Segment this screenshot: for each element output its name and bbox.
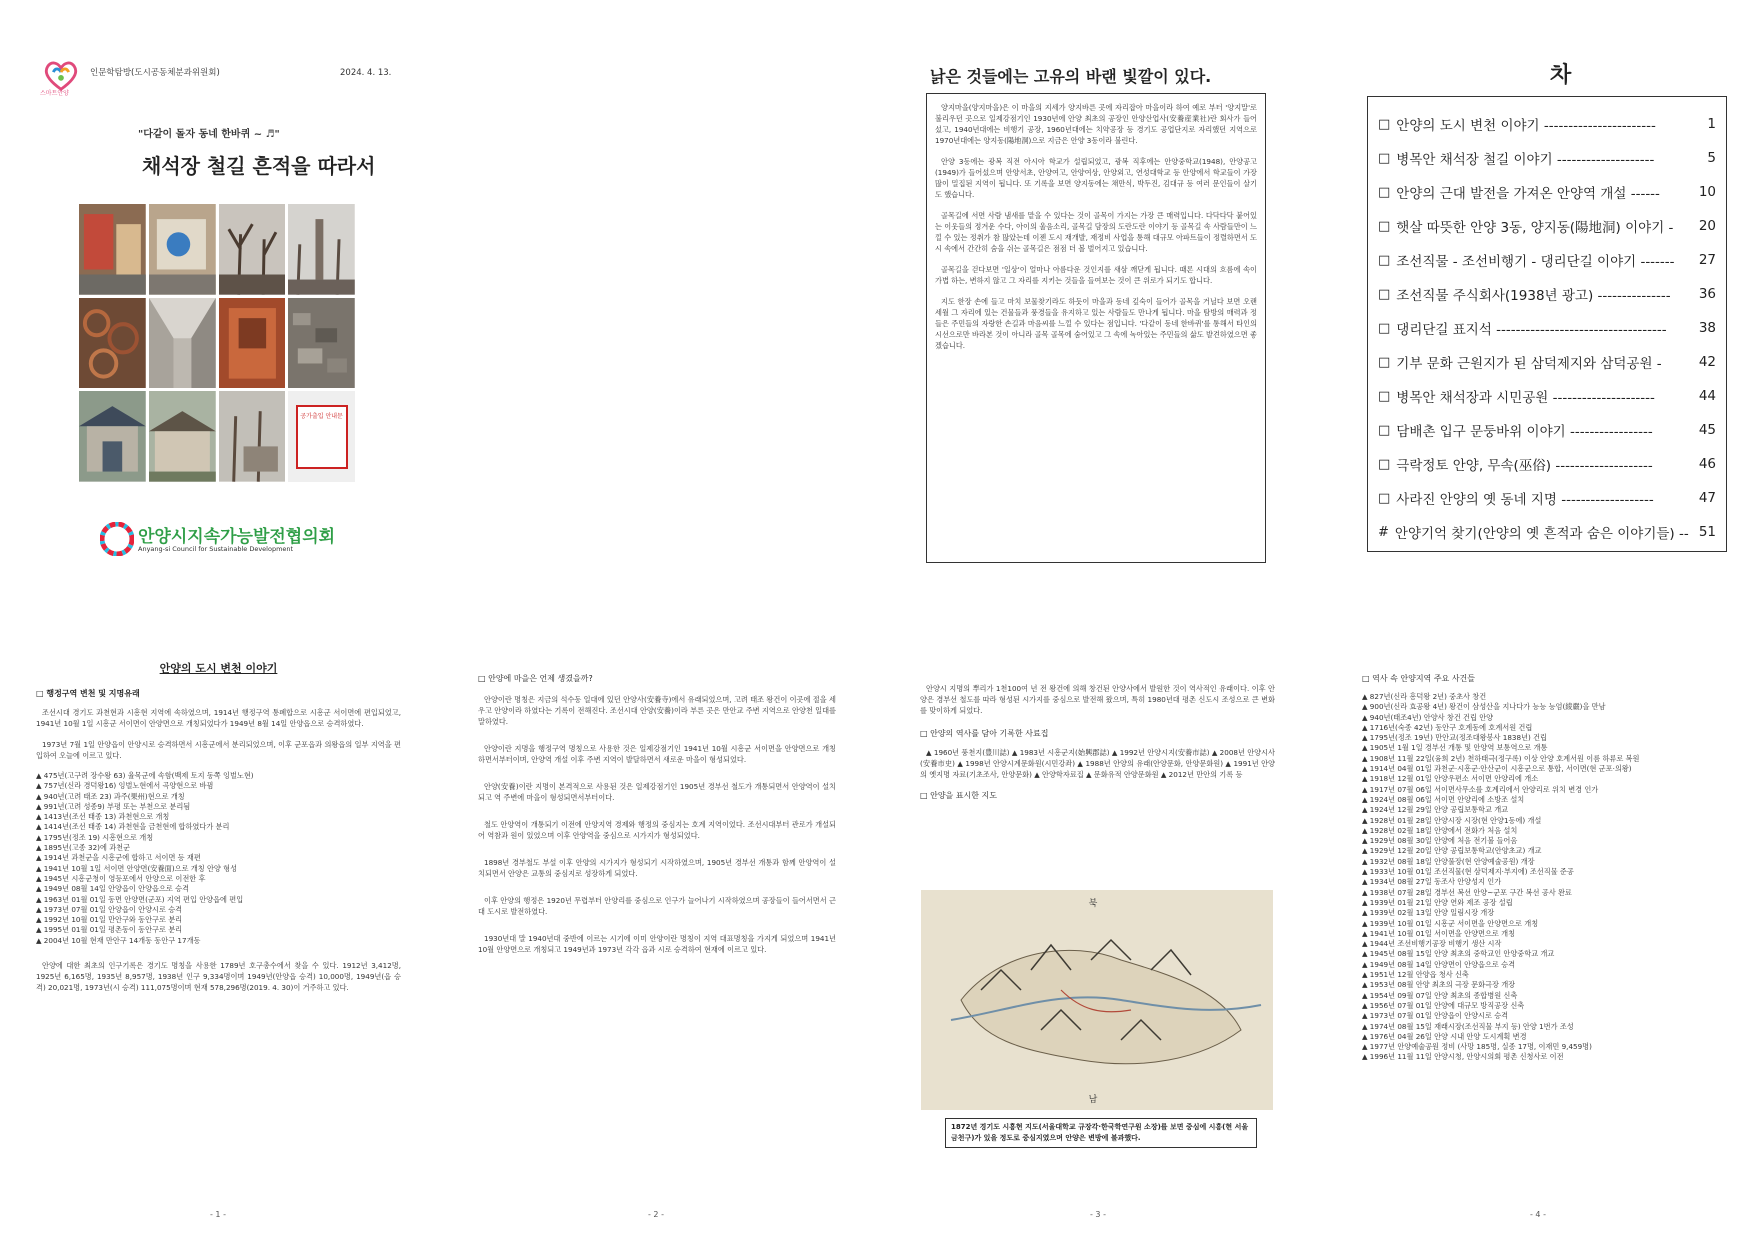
intro-paragraph: 골목길에 서면 사람 냄새를 맡을 수 있다는 것이 골목이 가지는 가장 큰 매력입니다. 다닥다닥 붙어있는 이웃들의 정겨운 수다, 아이의 울음소리, 골목길 담장의 도란도란 이야기 등 골목길 속 사람들만이 느낄 수 있는 정취가 참 많았는데 이젠 도시 재개발, 재정비 사업을 통해 대규모 아파트들이 정렬하면서 도시 속에서 간간히 숨을 쉬는 골목길은 점점 더 볼 벌어지고 있습니다.: [935, 211, 1257, 253]
list-item: ▲ 1414년(조선 태종 14) 과천현을 금천현에 합하였다가 분리: [36, 822, 230, 832]
body-paragraph: 1898년 경부철도 부설 이후 안양의 시가지가 형성되기 시작하였으며, 1905년 경부선 개통과 함께 안양역이 설치되면서 안양은 교통의 중심지로 성장하게 되었다.: [478, 858, 836, 878]
list-item: ▲ 1917년 07월 06일 서이면사무소를 호계리에서 안양리로 위치 변경 인가: [1362, 784, 1599, 794]
list-item: ▲ 1941년 10월 01일 서이면을 안양면으로 개칭: [1362, 928, 1516, 938]
photo-rust-wall: [219, 298, 286, 389]
list-item: ▲ 1949년 08월 14일 안양읍이 안양읍으로 승격: [36, 884, 190, 894]
page-number: - 1 -: [210, 1210, 226, 1219]
toc-item[interactable]: □ 담배촌 입구 문둥바위 이야기 ----------------- 45: [1378, 422, 1716, 440]
smart-anyang-heart-logo-icon: [42, 58, 80, 92]
cover-photo-collage: [79, 204, 355, 482]
photo-rusty-coils: [79, 298, 146, 389]
smart-anyang-logo-text: 스마트안양: [40, 90, 69, 97]
intro-paragraph: 양지마을(양지마을)은 이 마을의 지세가 양지바른 곳에 자리잡아 마을이라 하여 예로 부터 '양지말'로 불리우던 곳으로 일제강점기인 1930년에 안양 최초의 공장인 안양산업사(安養産業社)란 회사가 들어섰고, 1940년대에는 비행기 공장, 1960년대에는 치약공장 등 경기도 공업단지로 자리했던 지역으로 1970년대에는 양지동(陽地洞)으로 지금은 안양 3동이라 불린다.: [935, 103, 1257, 145]
map-south-label: 남: [1088, 1095, 1098, 1105]
photo-mural-building: [149, 204, 216, 295]
list-item: ▲ 1795년(정조 19) 시흥현으로 개칭: [36, 832, 154, 842]
list-item: ▲ 1995년 01월 01일 평촌동이 동안구로 분리: [36, 925, 183, 935]
intro-paragraph: 안양 3동에는 광복 직전 아시아 학교가 설립되었고, 광복 직후에는 안양중학교(1948), 안양공고(1949)가 들어섰으며 안양서초, 안양여고, 안양여상, 안양외고, 연성대학교 등 안양에서 학교들이 가장 많이 밀집된 지역이 됩니다. 또 기록을 보면 양지동에는 채만식, 박두진, 김대규 등 여러 문인들이 살기도 했습니다.: [935, 157, 1257, 199]
toc-item[interactable]: □ 조선직물 주식회사(1938년 광고) --------------- 36: [1378, 286, 1716, 304]
intro-box: [926, 93, 1266, 563]
body-paragraph: 안양이란 지명을 행정구역 명칭으로 사용한 것은 일제강점기인 1941년 10월 시흥군 서이면을 안양면으로 개칭하면서부터이며, 안양역 개설 이후 주변 지역이 발달하면서 새로운 마을이 형성되었다.: [478, 744, 836, 764]
body-paragraph: 안양(安養)이란 지명이 본격적으로 사용된 것은 일제강점기인 1905년 경부선 철도가 개통되면서 안양역이 설치되고 역 주변에 마을이 형성되면서부터이다.: [478, 782, 836, 802]
cover-subtitle: "다같이 돌자 동네 한바퀴 ~ ♬": [138, 129, 280, 140]
old-map-illustration: [921, 890, 1273, 1110]
section-title: 안양의 도시 변천 이야기: [159, 662, 278, 675]
section-subtitle: □ 안양에 마을은 언제 생겼을까?: [478, 674, 593, 683]
list-item: ▲ 1929년 08월 30일 안양에 처음 전기불 들어옴: [1362, 836, 1518, 846]
list-item: ▲ 1939년 02월 13일 안양 일림시장 개장: [1362, 908, 1495, 918]
list-item: ▲ 1963년 01월 01일 동면 안양면(군포) 지역 편입 안양읍에 편입: [36, 894, 244, 904]
map-caption-box: [945, 1118, 1257, 1148]
checkbox-icon: □: [1378, 490, 1391, 506]
photo-old-house-gate: [79, 391, 146, 482]
intro-paragraph: 골목길을 걷다보면 '일상'이 얼마나 아름다운 것인지를 새삼 깨닫게 됩니다. 때론 시대의 흐름에 속이 가볍 하는, 변하지 않고 그 자리를 지키는 것들을 들여보는 것이 큰 위로가 되기도 합니다.: [935, 265, 1257, 285]
toc-title: 차: [1550, 63, 1572, 88]
list-item: ▲ 827년(신라 흥덕왕 2년) 중초사 창건: [1362, 692, 1487, 701]
map-north-label: 북: [1088, 899, 1098, 909]
section-subtitle: □ 행정구역 변천 및 지명유래: [36, 689, 140, 698]
list-item: ▲ 1992년 10월 01일 만안구와 동안구로 분리: [36, 915, 183, 925]
list-item: ▲ 1929년 12월 20일 안양 공립보통학교(안양초교) 개교: [1362, 846, 1542, 856]
section-subtitle: □ 안양의 역사를 담아 기록한 사료집: [920, 729, 1049, 738]
list-item: ▲ 1932년 08월 18일 안양풀장(현 안양예술공원) 개장: [1362, 856, 1535, 866]
body-paragraph: 조선시대 경기도 과천현과 시흥현 지역에 속하였으며, 1914년 행정구역 통폐합으로 시흥군 서이면에 편입되었고, 1941년 10월 1일 시흥군 서이면이 안양면으로 개칭되었다가 1949년 8월 14일 안양읍으로 승격하였다.: [36, 708, 401, 728]
map-caption: 1872년 경기도 시흥현 지도(서울대학교 규장각·한국학연구원 소장)를 보면 중심에 시흥(현 서울 금천구)가 있을 정도로 중심지였으며 안양은 변방에 불과했다.: [951, 1123, 1249, 1142]
document-date: 2024. 4. 13.: [340, 68, 392, 78]
list-item: ▲ 1918년 12월 01일 안양우편소 서이면 안양리에 개소: [1362, 774, 1539, 784]
intro-paragraph: 지도 한장 손에 들고 마치 보물찾기라도 하듯이 마을과 동네 깊숙이 들어가 골목을 거닐다 보면 오랜 세월 그 자리에 있는 건물들과 풍경들을 유지하고 있는 사람들도 만나게 됩니다. 마을 탐방의 매력과 정들은 주민들의 자랑한 손길과 마음씨를 느낄 수 있다는 점입니다. '다같이 동네 한바퀴'를 통해서 타인의 시선으로만 바라본 것이 아니라 골목 골목에 숨어있고 그 속에 녹아있는 주민들의 삶도 발견하였으면 좋겠습니다.: [935, 297, 1257, 350]
photo-notice-sign: [288, 391, 355, 482]
checkbox-icon: □: [1378, 184, 1391, 200]
org-header: 인문학탐방(도시공동체분과위원회): [90, 68, 220, 78]
list-item: ▲ 1934년 08월 27일 동조사 안양성지 인가: [1362, 877, 1502, 887]
list-item: ▲ 1945년 시흥군청이 영등포에서 안양으로 이전한 후: [36, 873, 206, 883]
photo-mural-street: [79, 204, 146, 295]
list-item: ▲ 940년(태조4년) 안양사 창건 건립 안양: [1362, 712, 1494, 722]
body-paragraph: 안양시 지명의 뿌리가 1천100여 년 전 왕건에 의해 창건된 안양사에서 발원한 것이 역사적인 유래이다. 이후 안양은 경부선 철도를 따라 형성된 시가지를 중심으로 발전해 왔으며, 특히 1980년대 평촌 신도시 조성으로 큰 변화를 맞이하게 되었다.: [920, 684, 1275, 715]
list-item: ▲ 1996년 11월 11일 안양시청, 안양시의회 평촌 신청사로 이전: [1362, 1052, 1564, 1062]
council-name: 안양시지속가능발전협의회: [138, 527, 336, 547]
list-item: ▲ 1924년 12월 29일 안양 공립보통학교 개교: [1362, 805, 1509, 815]
toc-item[interactable]: □ 조선직물 - 조선비행기 - 댕리단길 이야기 ------- 27: [1378, 252, 1716, 270]
list-item: ▲ 1945년 08월 15일 안양 최초의 중학교인 안양중학교 개교: [1362, 949, 1555, 959]
list-item: ▲ 1938년 07월 28일 경부선 복선 안양~군포 구간 복선 공사 완료: [1362, 887, 1572, 897]
list-item: ▲ 1956년 07월 01일 안양에 대규모 방직공장 신축: [1362, 1000, 1525, 1010]
body-paragraph: 1973년 7월 1일 안양읍이 안양시로 승격하면서 시흥군에서 분리되었으며, 이후 군포읍과 의왕읍의 일부 지역을 편입하여 오늘에 이르고 있다.: [36, 740, 401, 760]
checkbox-icon: □: [1378, 388, 1391, 404]
event-list: [36, 771, 401, 946]
list-item: ▲ 991년(고려 성종9) 부평 또는 부천으로 분리됨: [36, 801, 191, 811]
list-item: ▲ 1941년 10월 1일 서이면 안양면(安養面)으로 개칭 안양 형성: [36, 863, 238, 873]
table-of-contents: [1367, 96, 1727, 552]
page-city-history: [36, 660, 401, 1003]
toc-item[interactable]: □ 댕리단길 표지석 ----------------------------------- 38: [1378, 320, 1716, 338]
list-item: ▲ 757년(신라 경덕왕16) 잉벌노현에서 곡양현으로 바뀜: [36, 781, 214, 791]
list-item: ▲ 1977년 안양예술공원 정비 (사망 185명, 실종 17명, 이재민 9,459명): [1362, 1042, 1592, 1052]
list-item: ▲ 1933년 10월 01일 조선직물(현 삼덕제지·부지에) 조선직물 준공: [1362, 867, 1574, 877]
list-item: ▲ 1908년 11월 22일(융희 2년) 천하태극(정구록) 이상 안양 호계서원 이름 하류로 복원: [1362, 753, 1640, 763]
list-item: ▲ 1944년 조선비행기공장 비행기 생산 시작: [1362, 939, 1502, 949]
list-item: ▲ 1976년 04월 26일 안양 시내 안양 도시계획 변경: [1362, 1031, 1527, 1041]
page-number: - 2 -: [648, 1210, 664, 1219]
photo-alley: [149, 298, 216, 389]
list-item: ▲ 1914년 과천군을 시흥군에 합하고 서이면 등 재편: [36, 853, 201, 863]
list-item: ▲ 2004년 10월 현재 만안구 14개동 동안구 17개동: [36, 935, 201, 945]
photo-old-house-roof: [149, 391, 216, 482]
council-name-en: Anyang-si Council for Sustainable Development: [138, 545, 294, 553]
notice-sign-text: 공가출입 안내문: [296, 405, 348, 469]
hash-icon: #: [1378, 524, 1389, 540]
list-item: ▲ 900년(신라 효공왕 4년) 왕건이 삼성산을 지나다가 능능 능엄(綾嚴)을 만남: [1362, 702, 1606, 712]
page-number: - 3 -: [1090, 1210, 1106, 1219]
list-item: ▲ 1954년 09월 07일 안양 최초의 종합병원 신축: [1362, 990, 1518, 1000]
list-item: ▲ 1928년 02월 18일 안양에서 전화가 처음 설치: [1362, 825, 1518, 835]
list-item: ▲ 1716년(숙종 42년) 동안구 호계동에 호계서원 건립: [1362, 722, 1533, 732]
photo-trees-house: [219, 391, 286, 482]
body-paragraph: 이후 안양의 행정은 1920년 무렵부터 안양리를 중심으로 인구가 늘어나기 시작하였으며 공장들이 들어서면서 근대 도시로 발전하였다.: [478, 896, 836, 916]
toc-item[interactable]: □ 사라진 안양의 옛 동네 지명 ------------------- 47: [1378, 490, 1716, 508]
list-item: ▲ 1895년(고종 32)에 과천군: [36, 843, 131, 853]
intro-heading: 낡은 것들에는 고유의 바랜 빛깔이 있다.: [930, 67, 1212, 86]
toc-item[interactable]: □ 극락정토 안양, 무속(巫俗) -------------------- 46: [1378, 456, 1716, 474]
list-item: ▲ 1939년 01월 21일 안양 연와 제조 공장 설립: [1362, 897, 1513, 907]
photo-bare-trees: [219, 204, 286, 295]
list-item: ▲ 1953년 08월 안양 최초의 극장 문화극장 개장: [1362, 980, 1516, 990]
body-paragraph: 철도 안양역이 개통되기 이전에 안양지역 경제와 행정의 중심지는 호계 지역이었다. 조선시대부터 관로가 개설되어 역참과 원이 있었으며 이후 안양역을 중심으로 시가지가 형성되었다.: [478, 820, 836, 840]
list-item: ▲ 1795년(정조 19년) 만안교(정조대왕봉사 1838년) 건립: [1362, 733, 1547, 743]
toc-item[interactable]: □ 병목안 채석장 철길 이야기 -------------------- 5: [1378, 150, 1716, 168]
toc-item[interactable]: □ 기부 문화 근원지가 된 삼덕제지와 삼덕공원 - 42: [1378, 354, 1716, 372]
list-item: ▲ 1905년 1월 1일 경부선 개통 및 안양역 보통역으로 개통: [1362, 743, 1548, 753]
list-item: ▲ 1939년 10월 01일 시흥군 서이면을 안양면으로 개칭: [1362, 918, 1539, 928]
checkbox-icon: □: [1378, 150, 1391, 166]
checkbox-icon: □: [1378, 354, 1391, 370]
event-list: [1362, 692, 1724, 1063]
list-item: ▲ 1973년 07월 01일 안양읍이 안양시로 승격: [36, 904, 183, 914]
checkbox-icon: □: [1378, 116, 1391, 132]
population-paragraph: 안양에 대한 최초의 인구기록은 경기도 명칭을 사용한 1789년 호구총수에서 찾을 수 있다. 1912년 3,412명, 1925년 6,165명, 1935년 8,957명, 1938년 인구 9,334명이며 1949년(안양읍 승격) 10,000명, 1949년(읍 승격) 20,021명, 1973년(시 승격) 111,075명이며 현재 578,296명(2019. 4. 30)이 거주하고 있다.: [36, 961, 401, 993]
sdg-wheel-logo-icon: [100, 522, 134, 556]
checkbox-icon: □: [1378, 218, 1391, 234]
list-item: ▲ 475년(고구려 장수왕 63) 율목군에 속함(백제 토지 동쪽 잉벌노현): [36, 771, 254, 780]
list-item: ▲ 1928년 01월 28일 안양시장 시장(현 안양1동에) 개설: [1362, 815, 1542, 825]
list-item: ▲ 1951년 12월 안양읍 청사 신축: [1362, 970, 1469, 980]
photo-chimney-trees: [288, 204, 355, 295]
photo-stone-pile: [288, 298, 355, 389]
list-item: ▲ 1949년 08월 14일 안양면이 안양읍으로 승격: [1362, 959, 1516, 969]
toc-item[interactable]: # 안양기억 찾기(안양의 옛 흔적과 숨은 이야기들) -- 51: [1378, 524, 1716, 542]
toc-item[interactable]: □ 햇살 따뜻한 안양 3동, 양지동(陽地洞) 이야기 - 20: [1378, 218, 1716, 236]
toc-item[interactable]: □ 안양의 도시 변천 이야기 ----------------------- 1: [1378, 116, 1716, 134]
list-item: ▲ 940년(고려 태조 23) 과주(果州)현으로 개칭: [36, 791, 185, 801]
list-item: ▲ 1924년 08월 06일 서이면 안양리에 소방조 설치: [1362, 794, 1525, 804]
list-item: ▲ 1413년(조선 태종 13) 과천현으로 개칭: [36, 812, 170, 822]
cover-title: 채석장 철길 흔적을 따라서: [142, 154, 376, 178]
checkbox-icon: □: [1378, 320, 1391, 336]
page-records-map: [920, 683, 1275, 809]
checkbox-icon: □: [1378, 252, 1391, 268]
page-major-events: [1362, 673, 1724, 1063]
page-village-origin: [478, 673, 836, 965]
list-item: ▲ 1914년 04월 01일 과천군·시흥군·안산군이 시흥군으로 통합, 서이면(현 군포·의왕): [1362, 764, 1632, 774]
checkbox-icon: □: [1378, 456, 1391, 472]
checkbox-icon: □: [1378, 286, 1391, 302]
list-item: ▲ 1974년 08월 15일 재래시장(조선직물 부지 등) 안양 1번가 조성: [1362, 1021, 1574, 1031]
page-number: - 4 -: [1530, 1210, 1546, 1219]
section-subtitle: □ 역사 속 안양지역 주요 사건들: [1362, 674, 1476, 683]
body-paragraph: 안양이란 명칭은 지금의 석수동 일대에 있던 안양사(安養寺)에서 유래되었으며, 고려 태조 왕건이 이곳에 절을 세우고 안양이라 하였다는 기록이 전해진다. 조선시대 안양(安養)이라 부른 곳은 만안교 주변 지역으로 안양천 일대를 말하였다.: [478, 695, 836, 726]
body-paragraph: 1930년대 말 1940년대 중반에 이르는 시기에 이미 안양이란 명칭이 지역 대표명칭을 가지게 되었으며 1941년 10월 안양면으로 개칭되고 1949년과 1973년 각각 읍과 시로 승격하여 현재에 이르고 있다.: [478, 934, 836, 954]
records-paragraph: ▲ 1960년 풍천지(豊川誌) ▲ 1983년 시흥군지(始興郡誌) ▲ 1992년 안양시지(安養市誌) ▲ 2008년 안양시사(安養市史) ▲ 1998년 안양시계문화원(시민강좌) ▲ 1988년 안양의 유래(안양문화, 안양문화원) ▲ 1991년 안양의 옛지명 자료(기초조사, 안양문화) ▲ 안양학자료집 ▲ 문화유적 안양문화원 ▲ 2012년 만안의 기록 등: [920, 748, 1275, 779]
list-item: ▲ 1973년 07월 01일 안양읍이 안양시로 승격: [1362, 1011, 1509, 1021]
section-subtitle: □ 안양을 표시한 지도: [920, 791, 998, 800]
toc-item[interactable]: □ 안양의 근대 발전을 가져온 안양역 개설 ------ 10: [1378, 184, 1716, 202]
checkbox-icon: □: [1378, 422, 1391, 438]
toc-item[interactable]: □ 병목안 채석장과 시민공원 --------------------- 44: [1378, 388, 1716, 406]
